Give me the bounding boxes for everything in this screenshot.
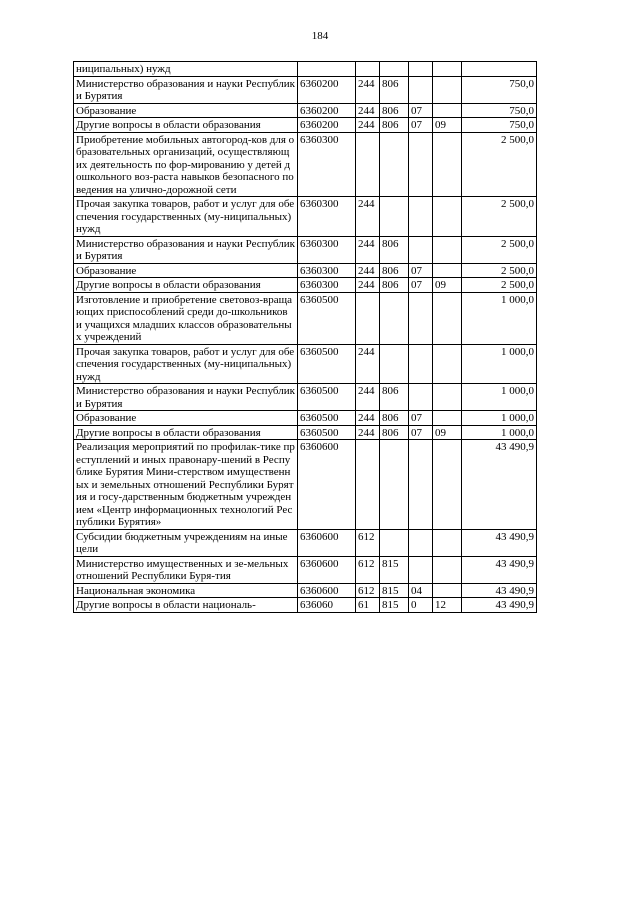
cell-amount: 43 490,9: [462, 440, 537, 530]
cell-name: Образование: [74, 411, 298, 426]
cell-expense-type: 244: [356, 76, 380, 103]
cell-ministry-code: [380, 529, 409, 556]
cell-target-article: 6360200: [298, 118, 356, 133]
cell-ministry-code: 806: [380, 263, 409, 278]
cell-section: [409, 76, 433, 103]
cell-target-article: 6360600: [298, 556, 356, 583]
cell-expense-type: 244: [356, 384, 380, 411]
cell-name: Министерство образования и науки Республики Бурятия: [74, 76, 298, 103]
cell-amount: 1 000,0: [462, 344, 537, 384]
table-row: [74, 411, 537, 426]
cell-section: [409, 344, 433, 384]
cell-amount: 2 500,0: [462, 132, 537, 197]
cell-subsection: 09: [433, 278, 462, 293]
cell-ministry-code: [380, 132, 409, 197]
cell-target-article: [298, 62, 356, 77]
cell-section: [409, 529, 433, 556]
cell-name: Прочая закупка товаров, работ и услуг для обеспечения государственных (му-ниципальных) нужд: [74, 197, 298, 237]
cell-expense-type: 244: [356, 118, 380, 133]
cell-expense-type: 612: [356, 556, 380, 583]
cell-amount: 43 490,9: [462, 529, 537, 556]
cell-amount: 2 500,0: [462, 197, 537, 237]
table-row: [74, 197, 537, 237]
cell-amount: 1 000,0: [462, 411, 537, 426]
cell-target-article: 6360300: [298, 132, 356, 197]
cell-section: 0: [409, 598, 433, 613]
table-row: [74, 583, 537, 598]
cell-amount: 750,0: [462, 76, 537, 103]
cell-section: [409, 197, 433, 237]
cell-target-article: 6360200: [298, 76, 356, 103]
cell-amount: 43 490,9: [462, 583, 537, 598]
cell-ministry-code: [380, 62, 409, 77]
cell-subsection: 12: [433, 598, 462, 613]
cell-amount: 1 000,0: [462, 292, 537, 344]
cell-amount: 43 490,9: [462, 598, 537, 613]
cell-section: 07: [409, 411, 433, 426]
cell-expense-type: 612: [356, 583, 380, 598]
budget-table: [73, 61, 537, 613]
cell-ministry-code: [380, 197, 409, 237]
cell-subsection: [433, 529, 462, 556]
cell-target-article: 6360500: [298, 411, 356, 426]
cell-name: ниципальных) нужд: [74, 62, 298, 77]
cell-ministry-code: 806: [380, 103, 409, 118]
cell-subsection: [433, 236, 462, 263]
cell-expense-type: 244: [356, 236, 380, 263]
cell-amount: 2 500,0: [462, 263, 537, 278]
cell-ministry-code: 806: [380, 411, 409, 426]
cell-subsection: [433, 440, 462, 530]
cell-expense-type: [356, 440, 380, 530]
cell-section: 07: [409, 425, 433, 440]
cell-expense-type: 244: [356, 411, 380, 426]
cell-subsection: [433, 197, 462, 237]
cell-amount: 1 000,0: [462, 384, 537, 411]
cell-target-article: 6360300: [298, 236, 356, 263]
cell-subsection: [433, 556, 462, 583]
cell-section: [409, 62, 433, 77]
table-row: [74, 132, 537, 197]
cell-target-article: 6360300: [298, 197, 356, 237]
cell-ministry-code: [380, 440, 409, 530]
cell-subsection: [433, 76, 462, 103]
cell-name: Другие вопросы в области образования: [74, 425, 298, 440]
cell-target-article: 6360600: [298, 440, 356, 530]
cell-ministry-code: 806: [380, 425, 409, 440]
cell-subsection: [433, 132, 462, 197]
cell-subsection: [433, 292, 462, 344]
cell-target-article: 6360600: [298, 529, 356, 556]
cell-name: Министерство образования и науки Республики Бурятия: [74, 384, 298, 411]
cell-section: [409, 556, 433, 583]
cell-ministry-code: 815: [380, 598, 409, 613]
cell-section: [409, 384, 433, 411]
cell-ministry-code: 806: [380, 76, 409, 103]
table-row: [74, 278, 537, 293]
cell-amount: 1 000,0: [462, 425, 537, 440]
cell-target-article: 6360500: [298, 344, 356, 384]
cell-target-article: 6360300: [298, 278, 356, 293]
cell-expense-type: 244: [356, 197, 380, 237]
cell-amount: 750,0: [462, 118, 537, 133]
cell-name: Министерство образования и науки Республики Бурятия: [74, 236, 298, 263]
cell-expense-type: 244: [356, 425, 380, 440]
cell-subsection: [433, 62, 462, 77]
cell-target-article: 6360500: [298, 425, 356, 440]
cell-ministry-code: 815: [380, 583, 409, 598]
cell-section: 07: [409, 118, 433, 133]
cell-name: Изготовление и приобретение световоз-вращающих приспособлений среди до-школьников и учащихся младших классов образовательных учреждений: [74, 292, 298, 344]
cell-name: Прочая закупка товаров, работ и услуг для обеспечения государственных (му-ниципальных) нужд: [74, 344, 298, 384]
cell-section: 07: [409, 103, 433, 118]
cell-section: [409, 132, 433, 197]
cell-name: Другие вопросы в области образования: [74, 278, 298, 293]
cell-amount: 2 500,0: [462, 236, 537, 263]
cell-target-article: 6360300: [298, 263, 356, 278]
cell-subsection: [433, 583, 462, 598]
cell-expense-type: 612: [356, 529, 380, 556]
cell-expense-type: 244: [356, 344, 380, 384]
cell-name: Другие вопросы в области националь-: [74, 598, 298, 613]
cell-ministry-code: 806: [380, 118, 409, 133]
page-number: 184: [311, 30, 329, 42]
cell-section: [409, 236, 433, 263]
cell-section: 04: [409, 583, 433, 598]
cell-section: 07: [409, 278, 433, 293]
cell-name: Субсидии бюджетным учреждениям на иные цели: [74, 529, 298, 556]
table-row: [74, 103, 537, 118]
cell-expense-type: 61: [356, 598, 380, 613]
table-row: [74, 529, 537, 556]
table-row: [74, 556, 537, 583]
cell-ministry-code: 815: [380, 556, 409, 583]
cell-subsection: [433, 344, 462, 384]
cell-ministry-code: [380, 292, 409, 344]
cell-amount: [462, 62, 537, 77]
cell-expense-type: 244: [356, 278, 380, 293]
cell-expense-type: [356, 292, 380, 344]
table-row: [74, 62, 537, 77]
table-row: [74, 76, 537, 103]
table-row: [74, 236, 537, 263]
cell-expense-type: [356, 132, 380, 197]
cell-subsection: [433, 384, 462, 411]
table-row: [74, 425, 537, 440]
cell-name: Образование: [74, 263, 298, 278]
cell-subsection: 09: [433, 118, 462, 133]
table-row: [74, 384, 537, 411]
cell-target-article: 636060: [298, 598, 356, 613]
cell-name: Другие вопросы в области образования: [74, 118, 298, 133]
cell-target-article: 6360500: [298, 292, 356, 344]
cell-subsection: [433, 263, 462, 278]
cell-target-article: 6360200: [298, 103, 356, 118]
cell-amount: 750,0: [462, 103, 537, 118]
cell-amount: 2 500,0: [462, 278, 537, 293]
cell-expense-type: 244: [356, 263, 380, 278]
table-row: [74, 344, 537, 384]
cell-expense-type: 244: [356, 103, 380, 118]
table-row: [74, 440, 537, 530]
cell-expense-type: [356, 62, 380, 77]
cell-section: 07: [409, 263, 433, 278]
cell-amount: 43 490,9: [462, 556, 537, 583]
cell-name: Национальная экономика: [74, 583, 298, 598]
cell-name: Реализация мероприятий по профилак-тике преступлений и иных правонару-шений в Республике Бурятия Мини-стерством имущественных и земельных отношений Республики Бурятия и госу-дарственным бюджетным учреждением «Центр информационных технологий Республики Бурятия»: [74, 440, 298, 530]
cell-ministry-code: 806: [380, 236, 409, 263]
table-row: [74, 263, 537, 278]
cell-ministry-code: [380, 344, 409, 384]
cell-name: Приобретение мобильных автогород-ков для образовательных организаций, осуществляющих деятельность по фор-мированию у детей дошкольного воз-раста навыков безопасного поведения на улично-дорожной сети: [74, 132, 298, 197]
table-row: [74, 118, 537, 133]
cell-section: [409, 440, 433, 530]
table-row: [74, 292, 537, 344]
table-body: [74, 62, 537, 613]
cell-subsection: [433, 103, 462, 118]
cell-target-article: 6360600: [298, 583, 356, 598]
cell-target-article: 6360500: [298, 384, 356, 411]
cell-subsection: 09: [433, 425, 462, 440]
cell-name: Министерство имущественных и зе-мельных отношений Республики Буря-тия: [74, 556, 298, 583]
cell-ministry-code: 806: [380, 384, 409, 411]
cell-name: Образование: [74, 103, 298, 118]
cell-section: [409, 292, 433, 344]
cell-ministry-code: 806: [380, 278, 409, 293]
table-row: [74, 598, 537, 613]
cell-subsection: [433, 411, 462, 426]
